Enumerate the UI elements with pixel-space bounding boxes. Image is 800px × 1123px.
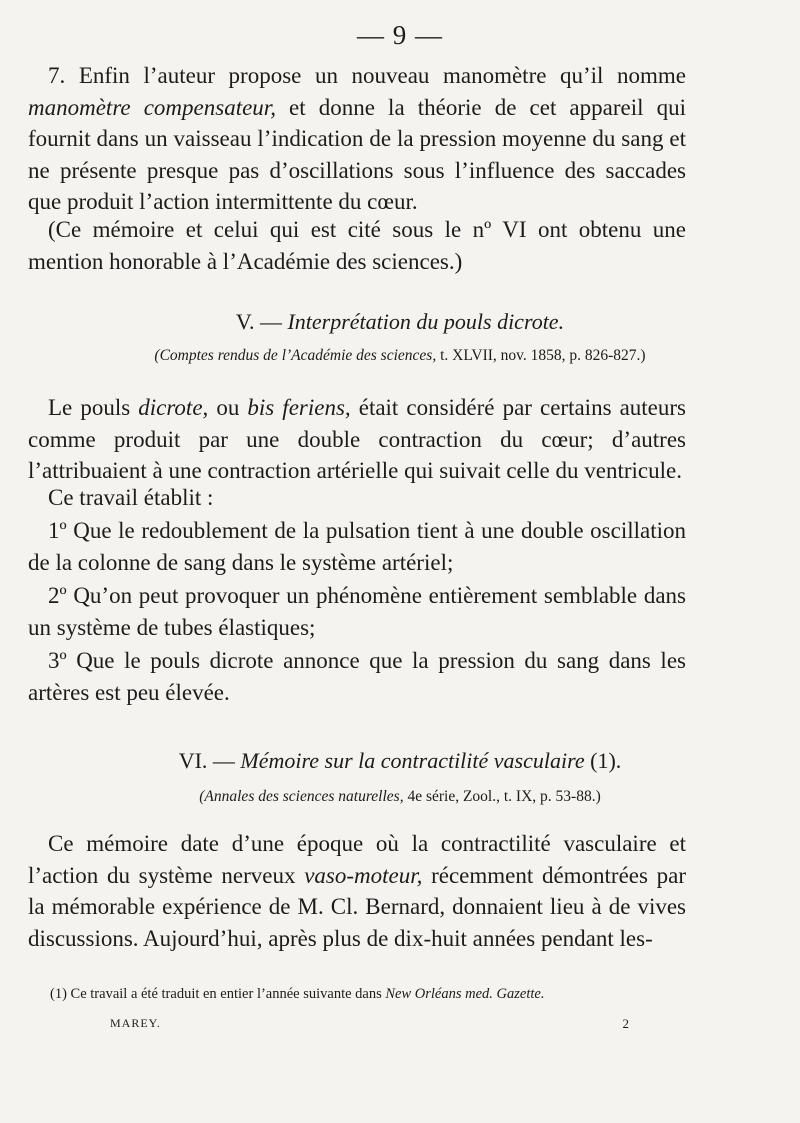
footnote-journal: New Orléans med. Gazette.: [385, 986, 545, 1002]
footnote-text: Ce travail a été traduit en entier l’année suivante dans: [66, 986, 386, 1002]
paragraph-establishes: Ce travail établit :: [48, 485, 214, 510]
citation-v: [0, 347, 800, 365]
citation-vi-rest: 4e série, Zool., t. IX, p. 53-88.): [403, 788, 601, 805]
paragraph-contractilite: [28, 828, 686, 954]
term-bis-feriens: bis feriens,: [247, 395, 351, 420]
term-manometre-compensateur: manomètre compensateur,: [28, 94, 276, 120]
section-number-vi: VI. —: [178, 748, 241, 773]
paragraph-mention: (Ce mémoire et celui qui est cité sous le nº VI ont obtenu une mention honorable à l’Académie des sciences.): [28, 217, 686, 274]
citation-v-rest: t. XLVII, nov. 1858, p. 826-827.): [436, 347, 646, 364]
paragraph-manometre: [28, 60, 686, 218]
term-vaso-moteur: vaso-moteur,: [304, 862, 423, 888]
contractilite-part-b: récemment démontrées par la mémorable expérience de M. Cl. Bernard, donnaient lieu à de vives discussions. Aujourd’hui, après plus de dix-huit années pendant les-: [28, 862, 687, 951]
signature-sheet-number: 2: [622, 1016, 630, 1031]
section-title-vi: Mémoire sur la contractilité vasculaire: [240, 748, 585, 773]
paragraph-manometre-lead: 7. Enfin l’auteur propose un nouveau manomètre qu’il nomme: [48, 63, 686, 88]
footnote-marker: (1): [50, 986, 67, 1002]
section-number-v: V. —: [235, 309, 288, 334]
section-heading-v: [0, 309, 800, 335]
contractilite-part-a: Ce mémoire date d’une époque où la contractilité vasculaire et l’action du système nerveux: [28, 831, 686, 888]
citation-v-source: (Comptes rendus de l’Académie des sciences,: [154, 347, 437, 364]
signature-author: MAREY.: [110, 1016, 161, 1030]
footnote: [50, 986, 690, 1003]
paragraph-dicrote-intro: [28, 392, 686, 487]
printer-signature: [110, 1016, 630, 1032]
finding-item-2: 2º Qu’on peut provoquer un phénomène entièrement semblable dans un système de tubes élastiques;: [28, 583, 686, 640]
finding-item-1: 1º Que le redoublement de la pulsation tient à une double oscillation de la colonne de sang dans le système artériel;: [28, 518, 686, 575]
intro-part-c: était considéré par certains auteurs comme produit par une double contraction du cœur; d’autres l’attribuaient à une contraction artérielle qui suivait celle du ventricule.: [28, 395, 686, 483]
section-heading-vi: [0, 748, 800, 774]
footnote-reference: (1).: [584, 748, 622, 773]
term-dicrote: dicrote,: [138, 395, 209, 420]
citation-vi-source: (Annales des sciences naturelles,: [199, 788, 404, 805]
section-title-v: Interprétation du pouls dicrote.: [287, 309, 565, 334]
intro-part-b: ou: [208, 395, 248, 420]
paragraph-manometre-rest: et donne la théorie de cet appareil qui fournit dans un vaisseau l’indication de la pression moyenne du sang et ne présente presque pas d’oscillations sous l’influence des saccades que produit l’action intermittente du cœur.: [28, 94, 686, 214]
intro-part-a: Le pouls: [48, 395, 139, 420]
page-number: — 9 —: [357, 20, 443, 50]
citation-vi: [0, 788, 800, 806]
finding-item-3: 3º Que le pouls dicrote annonce que la pression du sang dans les artères est peu élevée.: [28, 648, 686, 705]
